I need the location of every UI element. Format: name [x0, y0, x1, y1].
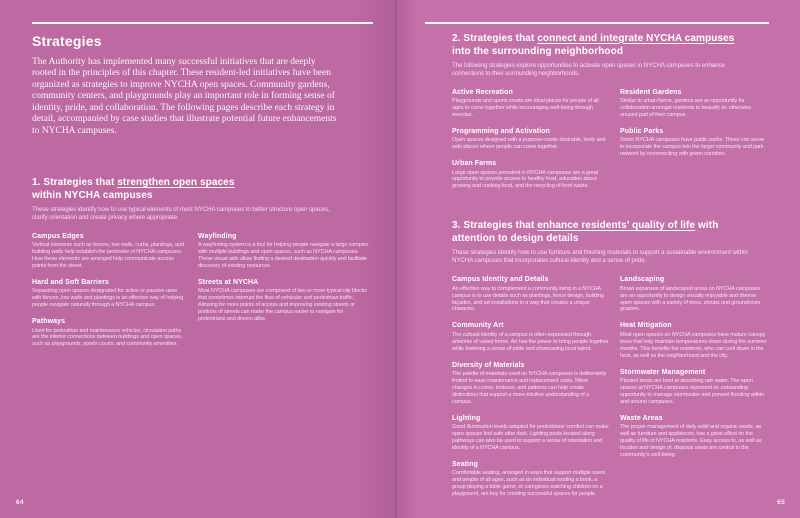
section-3-heading: [452, 219, 769, 245]
strategy-item-body: An effective way to complement a community living in a NYCHA campus is to use details such as plantings, fence design, building façades, and art installations in a way that creates a unique character.: [452, 285, 604, 313]
strategy-item: [620, 322, 767, 359]
strategy-item-body: The cultural identity of a campus is often expressed through artworks of varied forms. Art has the power to bring people together while fostering a sense of pride and showcasing local talent.: [452, 331, 609, 352]
strategy-item: [620, 128, 767, 158]
strategy-item: [198, 233, 370, 270]
section-2-heading: [452, 32, 769, 58]
strategy-item: [452, 415, 609, 452]
strategy-item: [32, 233, 187, 270]
header-rule-left: [32, 22, 373, 24]
section-1-column-1: [32, 233, 187, 358]
strategy-item-body: The proper management of daily solid and organic waste, as well as furniture and appliances, has a great effect on the quality of life of NYCHA residents. Easy access to, as well as location and design of, disposal areas are central to the community’s well-being.: [620, 424, 762, 458]
strategy-item-heading: Wayfinding: [198, 232, 237, 240]
strategy-item-body: Similar to urban farms, gardens are an opportunity for collaboration amongst residents to beautify an otherwise unused part of their campus.: [620, 98, 752, 118]
section-2-column-2: [620, 89, 767, 200]
section-3-heading-underlined: enhance residents’ quality of life: [537, 220, 696, 232]
strategy-item: [452, 362, 609, 406]
strategy-item: [620, 415, 767, 459]
section-3-heading-post: with: [695, 220, 719, 232]
section-2-columns: [452, 89, 769, 200]
strategy-item: [452, 160, 609, 190]
left-page: [0, 0, 395, 518]
section-3-columns: [452, 276, 769, 507]
strategy-item-heading: Lighting: [452, 414, 481, 422]
strategy-item: [620, 276, 767, 313]
section-3-column-1: [452, 276, 609, 507]
section-strengthen-open-spaces: [32, 176, 373, 358]
strategy-item: [620, 89, 767, 119]
strategy-item: [452, 461, 609, 498]
strategy-item-heading: Active Recreation: [452, 88, 513, 96]
strategy-item-heading: Campus Edges: [32, 232, 84, 240]
strategy-item-heading: Programming and Activation: [452, 127, 551, 135]
section-1-column-2: [198, 233, 370, 358]
strategy-item: [452, 89, 609, 119]
strategy-item-heading: Public Parks: [620, 127, 664, 135]
strategy-item-heading: Heat Mitigation: [620, 322, 672, 330]
section-1-heading: [32, 176, 373, 202]
strategy-item: [452, 276, 609, 313]
strategy-item-body: Vertical elements such as fences, low walls, curbs, plantings, and building walls help establish the perimeter of NYCHA campuses. How these elements are arranged help communicate access points from the street.: [32, 242, 184, 269]
strategy-item-heading: Hard and Soft Barriers: [32, 278, 109, 286]
strategy-item-heading: Diversity of Materials: [452, 361, 525, 369]
strategy-item-heading: Pathways: [32, 318, 66, 325]
strategy-item: [620, 369, 767, 406]
strategy-item-body: The palette of materials used on NYCHA campuses is deliberately limited to ease maintenance and replacement costs. Minor changes in colors, textures, and patterns can help create distinctions that support a more intuitive understanding of a campus.: [452, 371, 607, 405]
section-2-heading-line2: into the surrounding neighborhood: [452, 45, 624, 57]
section-1-heading-pre: 1. Strategies that: [32, 176, 118, 188]
section-1-columns: [32, 233, 373, 358]
section-3-subtitle: These strategies identify how to use furniture and finishing materials to support a sustainable environment within NYCHA campuses that incorporates cultural identity and a sense of pride.: [452, 249, 748, 265]
strategy-item-heading: Streets at NYCHA: [198, 278, 259, 286]
strategy-item-body: Some NYCHA campuses have public parks. These can serve to incorporate the campus into the larger community and park network by reconnecting with green corridors.: [620, 137, 764, 158]
strategy-item-heading: Campus Identity and Details: [452, 276, 549, 284]
strategy-item-body: Planted areas are best at absorbing rain water. The open spaces at NYCHA campuses represent an outstanding opportunity to manage stormwater and prevent flooding within and around campuses.: [620, 378, 764, 405]
strategy-item-body: Comfortable seating, arranged in ways that support multiple users and people of all ages, such as an individual reading a book, a group playing a table game, or caregivers watching children on a playground, are key for creating successful spaces for people.: [452, 470, 606, 497]
strategy-item-body: Most open spaces on NYCHA campuses have mature canopy trees that help maintain temperatures down during the summer months. This benefits the residents, who can cool down in the heat, as well as the neighborhood and the city.: [620, 331, 767, 359]
right-page-content: [452, 32, 769, 507]
strategy-item-body: Playgrounds and sports courts are ideal places for people of all ages to come together while encouraging well-being through exercise.: [452, 98, 599, 118]
right-page: [397, 0, 800, 518]
strategy-item: [32, 279, 187, 309]
section-connect-and-integrate: [452, 32, 769, 200]
strategy-item: [198, 279, 370, 323]
intro-paragraph: The Authority has implemented many successful initiatives that are deeply rooted in the principles of this chapter. These resident-led initiatives have been organized as strategies to improve NYCHA open spaces. Community gardens, community centers, and playgrounds play an important role in forming sense of identity, pride, and collaboration. The following pages describe each strategy in detail, accompanied by case studies that illustrate potential future enhancements to NYCHA campuses.: [32, 56, 337, 137]
strategy-item-body: Good illumination levels adapted for pedestrians’ comfort can make open spaces feel safe after dark. Lighting posts located along pathways can also be used to support a sense of orientation and identity of a NYCHA campus.: [452, 424, 609, 451]
section-3-heading-line2: attention to design details: [452, 233, 579, 245]
section-quality-of-life: [452, 219, 769, 507]
strategy-item-body: Most NYCHA campuses are composed of two or more typical city blocks that sometimes interrupt the flow of vehicular and pedestrian traffic. Allowing for more points of access and improving existing streets or portions of streets can make the campus easier to navigate for pedestrians and drivers alike.: [198, 288, 368, 322]
section-2-column-1: [452, 89, 609, 200]
section-1-heading-line2: within NYCHA campuses: [32, 189, 153, 201]
strategy-item-body: Open spaces designed with a purpose create desirable, lively and safe places where people can come together.: [452, 137, 606, 151]
strategy-item: [452, 128, 609, 151]
header-rule-right: [425, 22, 769, 24]
strategy-item: [32, 318, 187, 348]
strategy-item-body: Large open spaces prevalent in NYCHA campuses are a great opportunity to provide access to healthy food, education about growing and cooking food, and the recycling of food waste.: [452, 169, 598, 190]
page-title: Strategies: [32, 32, 102, 49]
section-3-column-2: [620, 276, 767, 507]
strategy-item-heading: Seating: [452, 460, 478, 468]
strategy-item-body: Separating open spaces designated for active or passive uses with fences, low walls and plantings is an effective way of helping people navigate naturally through a NYCHA campus.: [32, 288, 184, 309]
strategy-item-heading: Waste Areas: [620, 414, 663, 422]
strategy-item-heading: Stormwater Management: [620, 368, 706, 376]
section-2-heading-pre: 2. Strategies that: [452, 32, 538, 44]
strategy-item-heading: Resident Gardens: [620, 88, 682, 96]
page-number-left: 64: [16, 499, 24, 506]
section-2-heading-underlined: connect and integrate NYCHA campuses: [537, 32, 735, 44]
strategy-item-heading: Urban Farms: [452, 160, 497, 168]
section-1-subtitle: These strategies identify how to use typical elements of most NYCHA campuses to better structure open spaces, clarify orientation and create privacy where appropriate.: [32, 205, 330, 221]
strategy-item-heading: Landscaping: [620, 276, 665, 284]
section-3-heading-pre: 3. Strategies that: [452, 220, 538, 232]
strategy-item-heading: Community Art: [452, 322, 504, 330]
section-2-subtitle: The following strategies explore opportunities to activate open spaces in NYCHA campuses to enhance connections to their surrounding neighborhoods.: [452, 61, 725, 77]
section-1-heading-underlined: strengthen open spaces: [117, 176, 235, 188]
page-number-right: 65: [777, 499, 785, 506]
strategy-item-body: A wayfinding system is a tool for helping people navigate a large complex with multiple buildings and open spaces, such as NYCHA campuses. These visual aids allow finding a desired destination quickly and facilitate discovery of existing resources.: [198, 242, 369, 269]
strategy-item-body: Used for pedestrian and maintenance vehicles, circulation paths are the interior connections between buildings and open spaces, such as playgrounds, sports courts, and community amenities.: [32, 327, 183, 348]
strategy-item-body: Broad expanses of landscaped areas on NYCHA campuses are an opportunity to design visually enjoyable and diverse open spaces with a variety of trees, shrubs and groundcover grasses.: [620, 285, 761, 313]
strategy-item: [452, 322, 609, 352]
